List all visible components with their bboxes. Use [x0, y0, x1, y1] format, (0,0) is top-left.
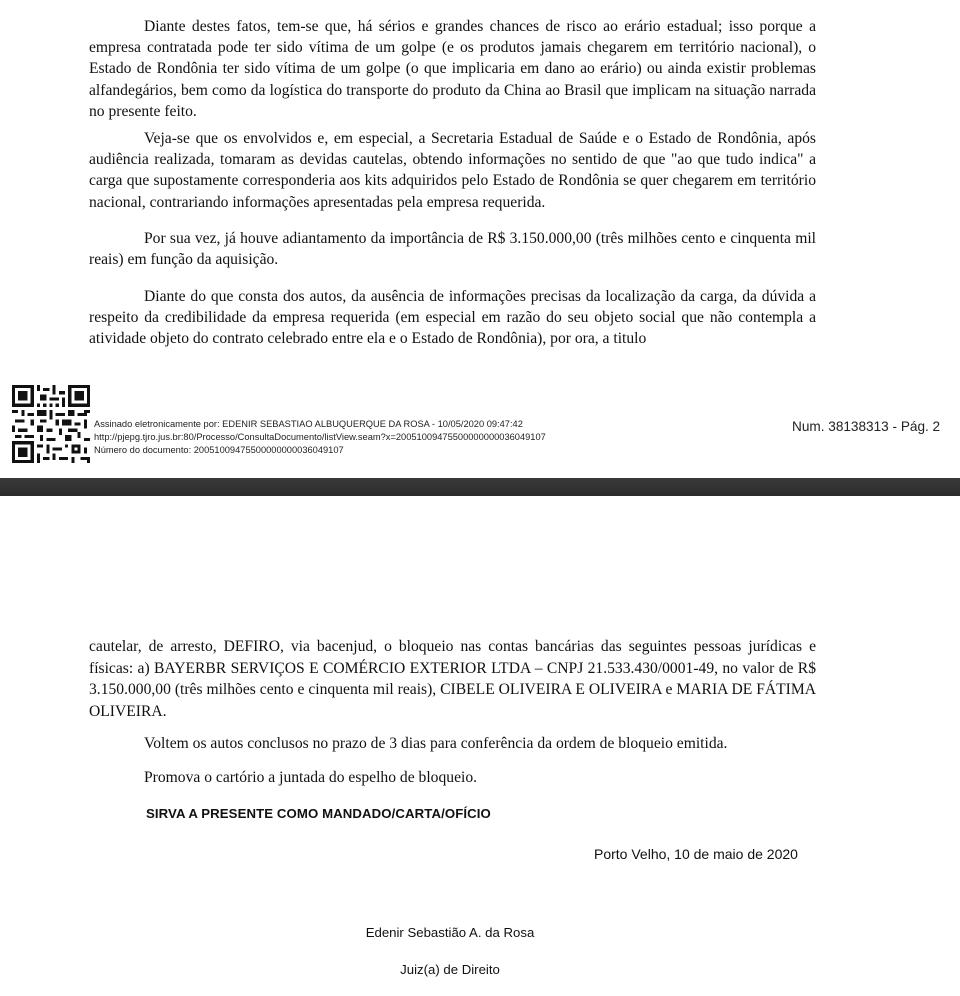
paragraph-advance-payment: Por sua vez, já houve adiantamento da importância de R$ 3.150.000,00 (três milhões cento e cinquenta mil reais) em função da aquisição. [89, 230, 816, 269]
page-reference: Num. 38138313 - Pág. 2 [792, 419, 941, 434]
paragraph-precautions: Veja-se que os envolvidos e, em especial, a Secretaria Estadual de Saúde e o Estado de Rondônia, após audiência realizada, tomaram as devidas cautelas, obtendo informações no sentido de que "ao que tudo indica" a carga que supostamente corresponderia aos kits adquiridos pelo Estado de Rondônia se quer chegarem em território nacional, contrariando informações apresentadas pela empresa requerida. [89, 130, 816, 211]
place-date: Porto Velho, 10 de maio de 2020 [594, 846, 798, 862]
document-number: Número do documento: 20051009475500000000036049107 [94, 445, 344, 455]
page-separator [0, 478, 960, 496]
signer-name: Edenir Sebastião A. da Rosa [365, 925, 535, 940]
paragraph-risk: Diante destes fatos, tem-se que, há sérios e grandes chances de risco ao erário estadual; isso porque a empresa contratada pode ter sido vítima de um golpe (e os produtos jamais chegarem em território nacional), o Estado de Rondônia ter sido vítima de um golpe (o que implicaria em dano ao erário) ou ainda existir problemas alfandegários, bem como da logística do transporte do produto da China ao Brasil que implicam na situação narrada no presente feito. [89, 18, 816, 120]
mandate-statement: SIRVA A PRESENTE COMO MANDADO/CARTA/OFÍCIO [146, 806, 491, 821]
signer-role: Juiz(a) de Direito [400, 962, 500, 977]
paragraph-decision-order: cautelar, de arresto, DEFIRO, via bacenjud, o bloqueio nas contas bancárias das seguintes pessoas jurídicas e físicas: a) BAYERBR SERVIÇOS E COMÉRCIO EXTERIOR LTDA – CNPJ 21.533.430/0001-49, no valor de R$ 3.150.000,00 (três milhões cento e cinquenta mil reais), CIBELE OLIVEIRA E OLIVEIRA e MARIA DE FÁTIMA OLIVEIRA. [89, 638, 816, 720]
document-url[interactable]: http://pjepg.tjro.jus.br:80/Processo/ConsultaDocumento/listView.seam?x=20051009475500000000036049107 [94, 432, 546, 442]
paragraph-return-records: Voltem os autos conclusos no prazo de 3 dias para conferência da ordem de bloqueio emitida. [144, 735, 728, 752]
qr-code-icon [12, 385, 90, 463]
paragraph-decision-start: Diante do que consta dos autos, da ausência de informações precisas da localização da carga, da dúvida a respeito da credibilidade da empresa requerida (em especial em razão do seu objeto social que não contempla a atividade objeto do contrato celebrado entre ela e o Estado de Rondônia), por ora, a titulo [89, 288, 816, 348]
electronic-signature-block [94, 418, 546, 457]
paragraph-registry-order: Promova o cartório a juntada do espelho de bloqueio. [144, 769, 478, 786]
signature-line: Assinado eletronicamente por: EDENIR SEBASTIAO ALBUQUERQUE DA ROSA - 10/05/2020 09:47:42 [94, 419, 523, 429]
